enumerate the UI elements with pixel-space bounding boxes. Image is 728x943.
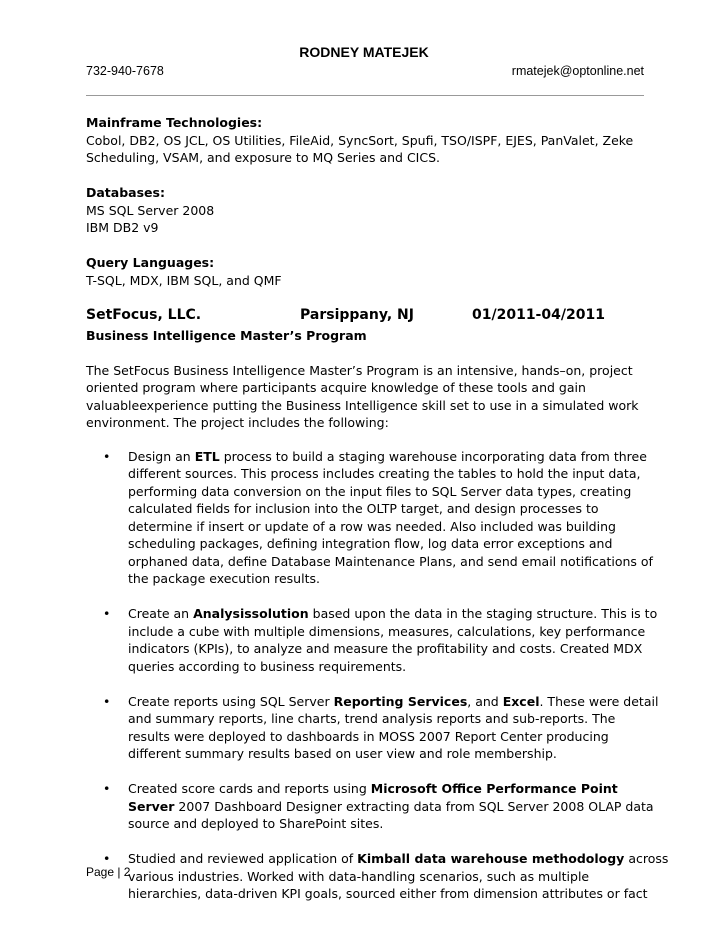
bullet-text: orphaned data, define Database Maintenance Plans, and send email notifications of	[128, 553, 653, 569]
project-bullet	[86, 850, 669, 903]
bullet-line	[128, 518, 648, 536]
bullet-emphasis: Excel	[502, 693, 540, 709]
bullet-emphasis: Kimball data warehouse methodology	[357, 851, 625, 866]
bullet-line	[128, 815, 648, 833]
bullet-line	[128, 710, 648, 728]
bullet-text: indicators (KPIs), to analyze and measure the profitability and costs. Created MDX	[128, 641, 643, 656]
bullet-text: scheduling packages, defining integration flow, log data error exceptions and	[128, 536, 613, 551]
bullet-text: . These were detail	[539, 693, 659, 709]
bullet-line	[128, 693, 659, 711]
project-bullet	[86, 448, 653, 588]
bullet-text: 2007 Dashboard Designer extracting data from SQL Server 2008 OLAP data	[174, 798, 654, 814]
bullet-line	[128, 868, 648, 886]
bullet-emphasis: Microsoft Office Performance Point	[370, 781, 618, 796]
bullet-line	[128, 465, 648, 483]
bullet-emphasis: ETL	[194, 448, 220, 464]
bullet-line	[128, 640, 648, 658]
bullet-dot-icon: •	[103, 606, 111, 621]
section-line: T-SQL, MDX, IBM SQL, and QMF	[86, 272, 282, 288]
section-line: IBM DB2 v9	[86, 220, 159, 235]
bullet-line	[128, 483, 648, 501]
bullet-line	[128, 623, 648, 641]
intro-line: oriented program where participants acquire knowledge of these tools and gain	[86, 380, 586, 395]
program-title: Business Intelligence Master’s Program	[86, 327, 367, 343]
bullet-line	[128, 885, 648, 903]
bullet-text: Design an	[128, 448, 195, 464]
resume-body	[86, 114, 669, 920]
bullet-text: based upon the data in the staging structure. This is to	[308, 606, 658, 621]
section-line: Cobol, DB2, OS JCL, OS Utilities, FileAid, SyncSort, Spufi, TSO/ISPF, EJES, PanValet, Zeke	[86, 132, 634, 148]
phone-number: 732-940-7678	[86, 64, 164, 78]
bullet-line	[128, 605, 658, 623]
bullet-text: various industries. Worked with data-handling scenarios, such as multiple	[128, 868, 590, 884]
bullet-emphasis: Reporting Services	[333, 693, 468, 709]
bullet-dot-icon: •	[103, 851, 111, 866]
intro-line: environment. The project includes the following:	[86, 415, 389, 430]
section-title: Mainframe Technologies:	[86, 115, 263, 130]
bullet-text: performing data conversion on the input files to SQL Server data types, creating	[128, 483, 632, 499]
project-bullet	[86, 693, 659, 763]
bullet-emphasis: Server	[128, 798, 175, 814]
bullet-line	[128, 570, 648, 588]
bullet-text: different summary results based on user view and role membership.	[128, 746, 557, 761]
bullet-text: and summary reports, line charts, trend analysis reports and sub-reports. The	[128, 711, 616, 726]
bullet-text: results were deployed to dashboards in MOSS 2007 Report Center producing	[128, 728, 609, 744]
bullet-dot-icon: •	[103, 448, 111, 464]
bullet-line	[128, 535, 648, 553]
section-line: Scheduling, VSAM, and exposure to MQ Series and CICS.	[86, 150, 441, 165]
section-query-languages	[86, 254, 648, 289]
job-company: SetFocus, LLC.	[86, 306, 202, 323]
bullet-text: Created score cards and reports using	[128, 781, 371, 796]
bullet-text: include a cube with multiple dimensions, measures, calculations, key performance	[128, 623, 646, 639]
project-bullet	[86, 605, 658, 675]
bullet-dot-icon: •	[103, 693, 111, 709]
bullet-text: the package execution results.	[128, 571, 320, 586]
job-heading	[86, 307, 648, 327]
bullet-text: Create an	[128, 606, 194, 621]
bullet-text: queries according to business requirements.	[128, 658, 407, 674]
bullet-line	[128, 448, 648, 466]
bullet-text: different sources. This process includes creating the tables to hold the input data,	[128, 466, 641, 481]
bullet-emphasis: Analysissolution	[193, 606, 309, 621]
header-divider	[86, 95, 644, 96]
section-mainframe	[86, 114, 648, 167]
email-address: rmatejek@optonline.net	[511, 64, 644, 78]
bullet-dot-icon: •	[103, 781, 111, 796]
bullet-line	[128, 658, 648, 676]
bullet-line	[128, 798, 654, 816]
bullet-text: process to build a staging warehouse incorporating data from three	[219, 448, 647, 464]
bullet-line	[128, 780, 648, 798]
intro-line: The SetFocus Business Intelligence Master’s Program is an intensive, hands–on, project	[86, 362, 633, 378]
project-bullet-list	[86, 448, 669, 903]
bullet-text: Create reports using SQL Server	[128, 693, 334, 709]
project-bullet	[86, 780, 654, 833]
section-title: Query Languages:	[86, 255, 215, 270]
bullet-text: determine if insert or update of a row was needed. Also included was building	[128, 518, 616, 534]
bullet-line	[128, 500, 648, 518]
bullet-line	[128, 745, 648, 763]
bullet-text: Studied and reviewed application of	[128, 851, 358, 866]
bullet-text: calculated fields for inclusion into the OLTP target, and design processes to	[128, 501, 599, 516]
section-line: MS SQL Server 2008	[86, 202, 215, 218]
job-dates: 01/2011-04/2011	[472, 306, 605, 323]
bullet-text: source and deployed to SharePoint sites.	[128, 816, 384, 831]
bullet-text: , and	[467, 693, 503, 709]
bullet-line	[128, 553, 653, 571]
job-location: Parsippany, NJ	[300, 306, 414, 323]
section-title: Databases:	[86, 185, 165, 200]
intro-line: valuableexperience putting the Business Intelligence skill set to use in a simulated work	[86, 397, 639, 413]
bullet-line	[128, 728, 648, 746]
bullet-text: across	[624, 851, 669, 866]
bullet-text: hierarchies, data-driven KPI goals, sourced either from dimension attributes or fact	[128, 886, 648, 901]
candidate-name: RODNEY MATEJEK	[299, 44, 429, 60]
page-number: Page | 2	[86, 865, 131, 879]
section-databases	[86, 184, 648, 237]
bullet-line	[128, 850, 669, 868]
program-intro	[86, 362, 648, 432]
